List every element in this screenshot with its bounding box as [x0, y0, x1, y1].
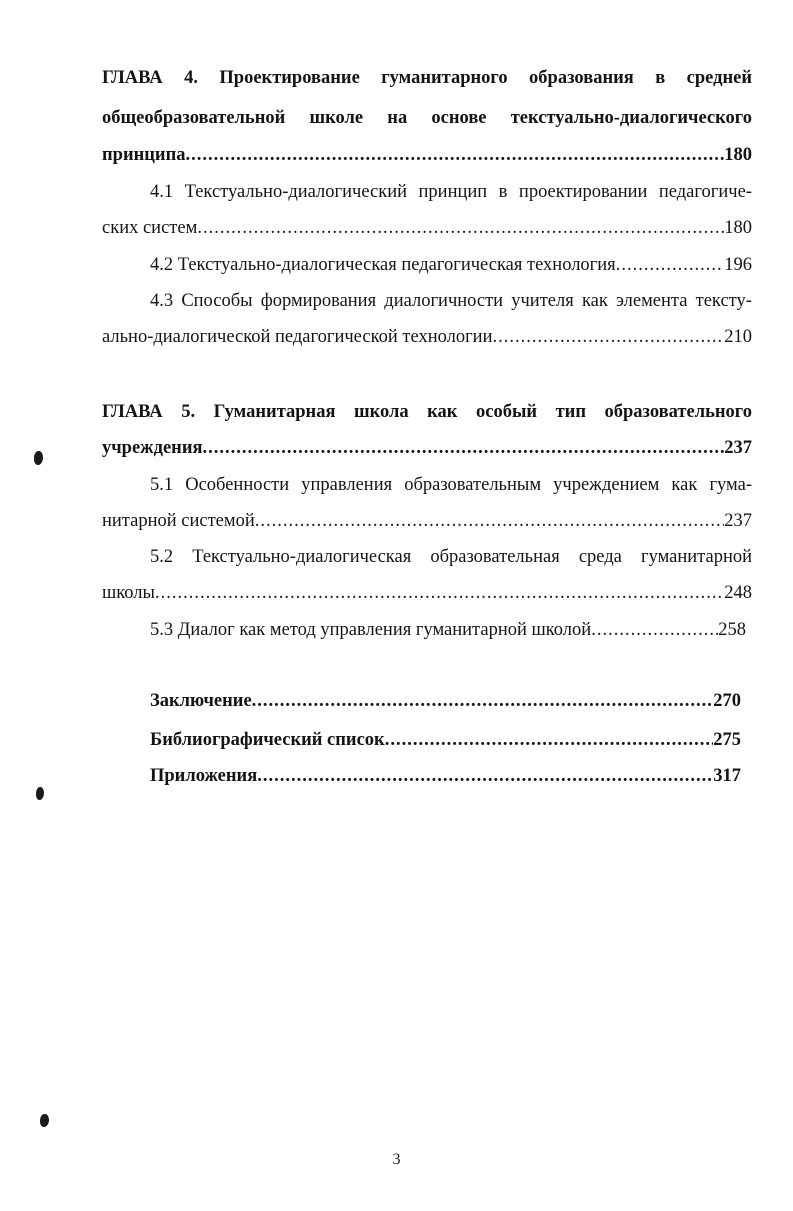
section-5-3-page: 258: [718, 620, 746, 640]
word: тип: [555, 402, 586, 422]
section-4-1-line-2: [102, 216, 752, 240]
dot-leader: [257, 764, 713, 788]
word: ГЛАВА: [102, 68, 163, 88]
word: общеобразовательной: [102, 108, 286, 128]
word: как: [671, 475, 698, 495]
word: школа: [353, 402, 409, 422]
appendices-page: 317: [713, 766, 741, 786]
word: образования: [529, 68, 634, 88]
conclusion-title: Заключение: [150, 691, 252, 711]
section-5-1-title-end: нитарной системой: [102, 511, 255, 531]
section-5-2-line-1: [150, 545, 752, 569]
dot-leader: [186, 143, 725, 167]
word: 5.1: [150, 475, 174, 495]
word: проектировании: [518, 182, 648, 202]
section-5-1-line-2: [102, 509, 752, 533]
word: образовательным: [404, 475, 542, 495]
word: управления: [301, 475, 393, 495]
word: образовательная: [430, 547, 560, 567]
word: в: [498, 182, 508, 202]
word: Особенности: [185, 475, 290, 495]
word: текстуально-диалогического: [510, 108, 752, 128]
section-4-3-title-end: ально-диалогической педагогической технологии: [102, 327, 493, 347]
word: ГЛАВА: [102, 402, 163, 422]
scan-speck: [36, 787, 44, 800]
word: гуманитарной: [640, 547, 752, 567]
word: тексту-: [695, 291, 752, 311]
chapter-5-title-end: учреждения: [102, 438, 203, 458]
dot-leader: [197, 216, 724, 240]
dot-leader: [492, 325, 724, 349]
word: Гуманитарная: [213, 402, 336, 422]
bibliography-title: Библиографический список: [150, 730, 385, 750]
scan-speck: [40, 1114, 49, 1127]
section-4-3-page: 210: [724, 327, 752, 347]
dot-leader: [252, 689, 714, 713]
word: средней: [686, 68, 752, 88]
word: Способы: [181, 291, 253, 311]
section-4-3-line-1: [150, 289, 752, 313]
section-4-1-title-end: ских систем: [102, 218, 198, 238]
chapter-5-title-line-2: [102, 436, 752, 460]
dot-leader: [255, 509, 725, 533]
word: диалогичности: [384, 291, 504, 311]
section-5-2-page: 248: [724, 583, 752, 603]
section-5-3: [150, 618, 746, 642]
section-5-2-title-end: школы: [102, 583, 155, 603]
chapter-4-title-line-3: [102, 143, 752, 167]
word: гума-: [709, 475, 752, 495]
chapter-4-title-line-1: [102, 66, 752, 90]
word: как: [581, 291, 608, 311]
word: Текстуально-диалогическая: [192, 547, 412, 567]
bibliography-page: 275: [713, 730, 741, 750]
bibliography-entry: [150, 728, 741, 752]
appendices-entry: [150, 764, 741, 788]
word: особый: [475, 402, 538, 422]
chapter-5-title-line-1: [102, 400, 752, 424]
word: гуманитарного: [381, 68, 508, 88]
scan-speck: [34, 451, 43, 465]
word: среда: [578, 547, 622, 567]
word: элемента: [616, 291, 688, 311]
dot-leader: [155, 581, 724, 605]
section-4-1-line-1: [150, 180, 752, 204]
word: Проектирование: [219, 68, 360, 88]
section-5-1-line-1: [150, 473, 752, 497]
section-4-1-page: 180: [724, 218, 752, 238]
section-5-1-page: 237: [724, 511, 752, 531]
page-number: 3: [392, 1151, 401, 1168]
word: 4.1: [150, 182, 174, 202]
dot-leader: [616, 253, 725, 277]
section-4-2: [150, 253, 752, 277]
word: основе: [431, 108, 487, 128]
chapter-4-title-end: принципа: [102, 145, 186, 165]
word: в: [655, 68, 666, 88]
dot-leader: [591, 618, 718, 642]
section-4-2-page: 196: [724, 255, 752, 275]
dot-leader: [203, 436, 725, 460]
word: Текстуально-диалогический: [184, 182, 408, 202]
appendices-title: Приложения: [150, 766, 258, 786]
word: 5.2: [150, 547, 174, 567]
chapter-4-title-line-2: [102, 106, 752, 130]
word: как: [427, 402, 458, 422]
word: 4.: [184, 68, 198, 88]
word: учреждением: [553, 475, 660, 495]
word: учителя: [511, 291, 574, 311]
word: формирования: [260, 291, 377, 311]
word: 4.3: [150, 291, 174, 311]
section-5-3-title: 5.3 Диалог как метод управления гуманитарной школой: [150, 620, 592, 640]
chapter-4-page: 180: [724, 145, 752, 165]
section-4-2-title: 4.2 Текстуально-диалогическая педагогическая технология: [150, 255, 616, 275]
conclusion-page: 270: [713, 691, 741, 711]
section-4-3-line-2: [102, 325, 752, 349]
word: образовательного: [604, 402, 752, 422]
section-5-2-line-2: [102, 581, 752, 605]
word: педагогиче-: [658, 182, 752, 202]
word: 5.: [181, 402, 196, 422]
word: на: [387, 108, 408, 128]
word: школе: [309, 108, 364, 128]
chapter-5-page: 237: [724, 438, 752, 458]
dot-leader: [385, 728, 714, 752]
conclusion-entry: [150, 689, 741, 713]
word: принцип: [418, 182, 488, 202]
